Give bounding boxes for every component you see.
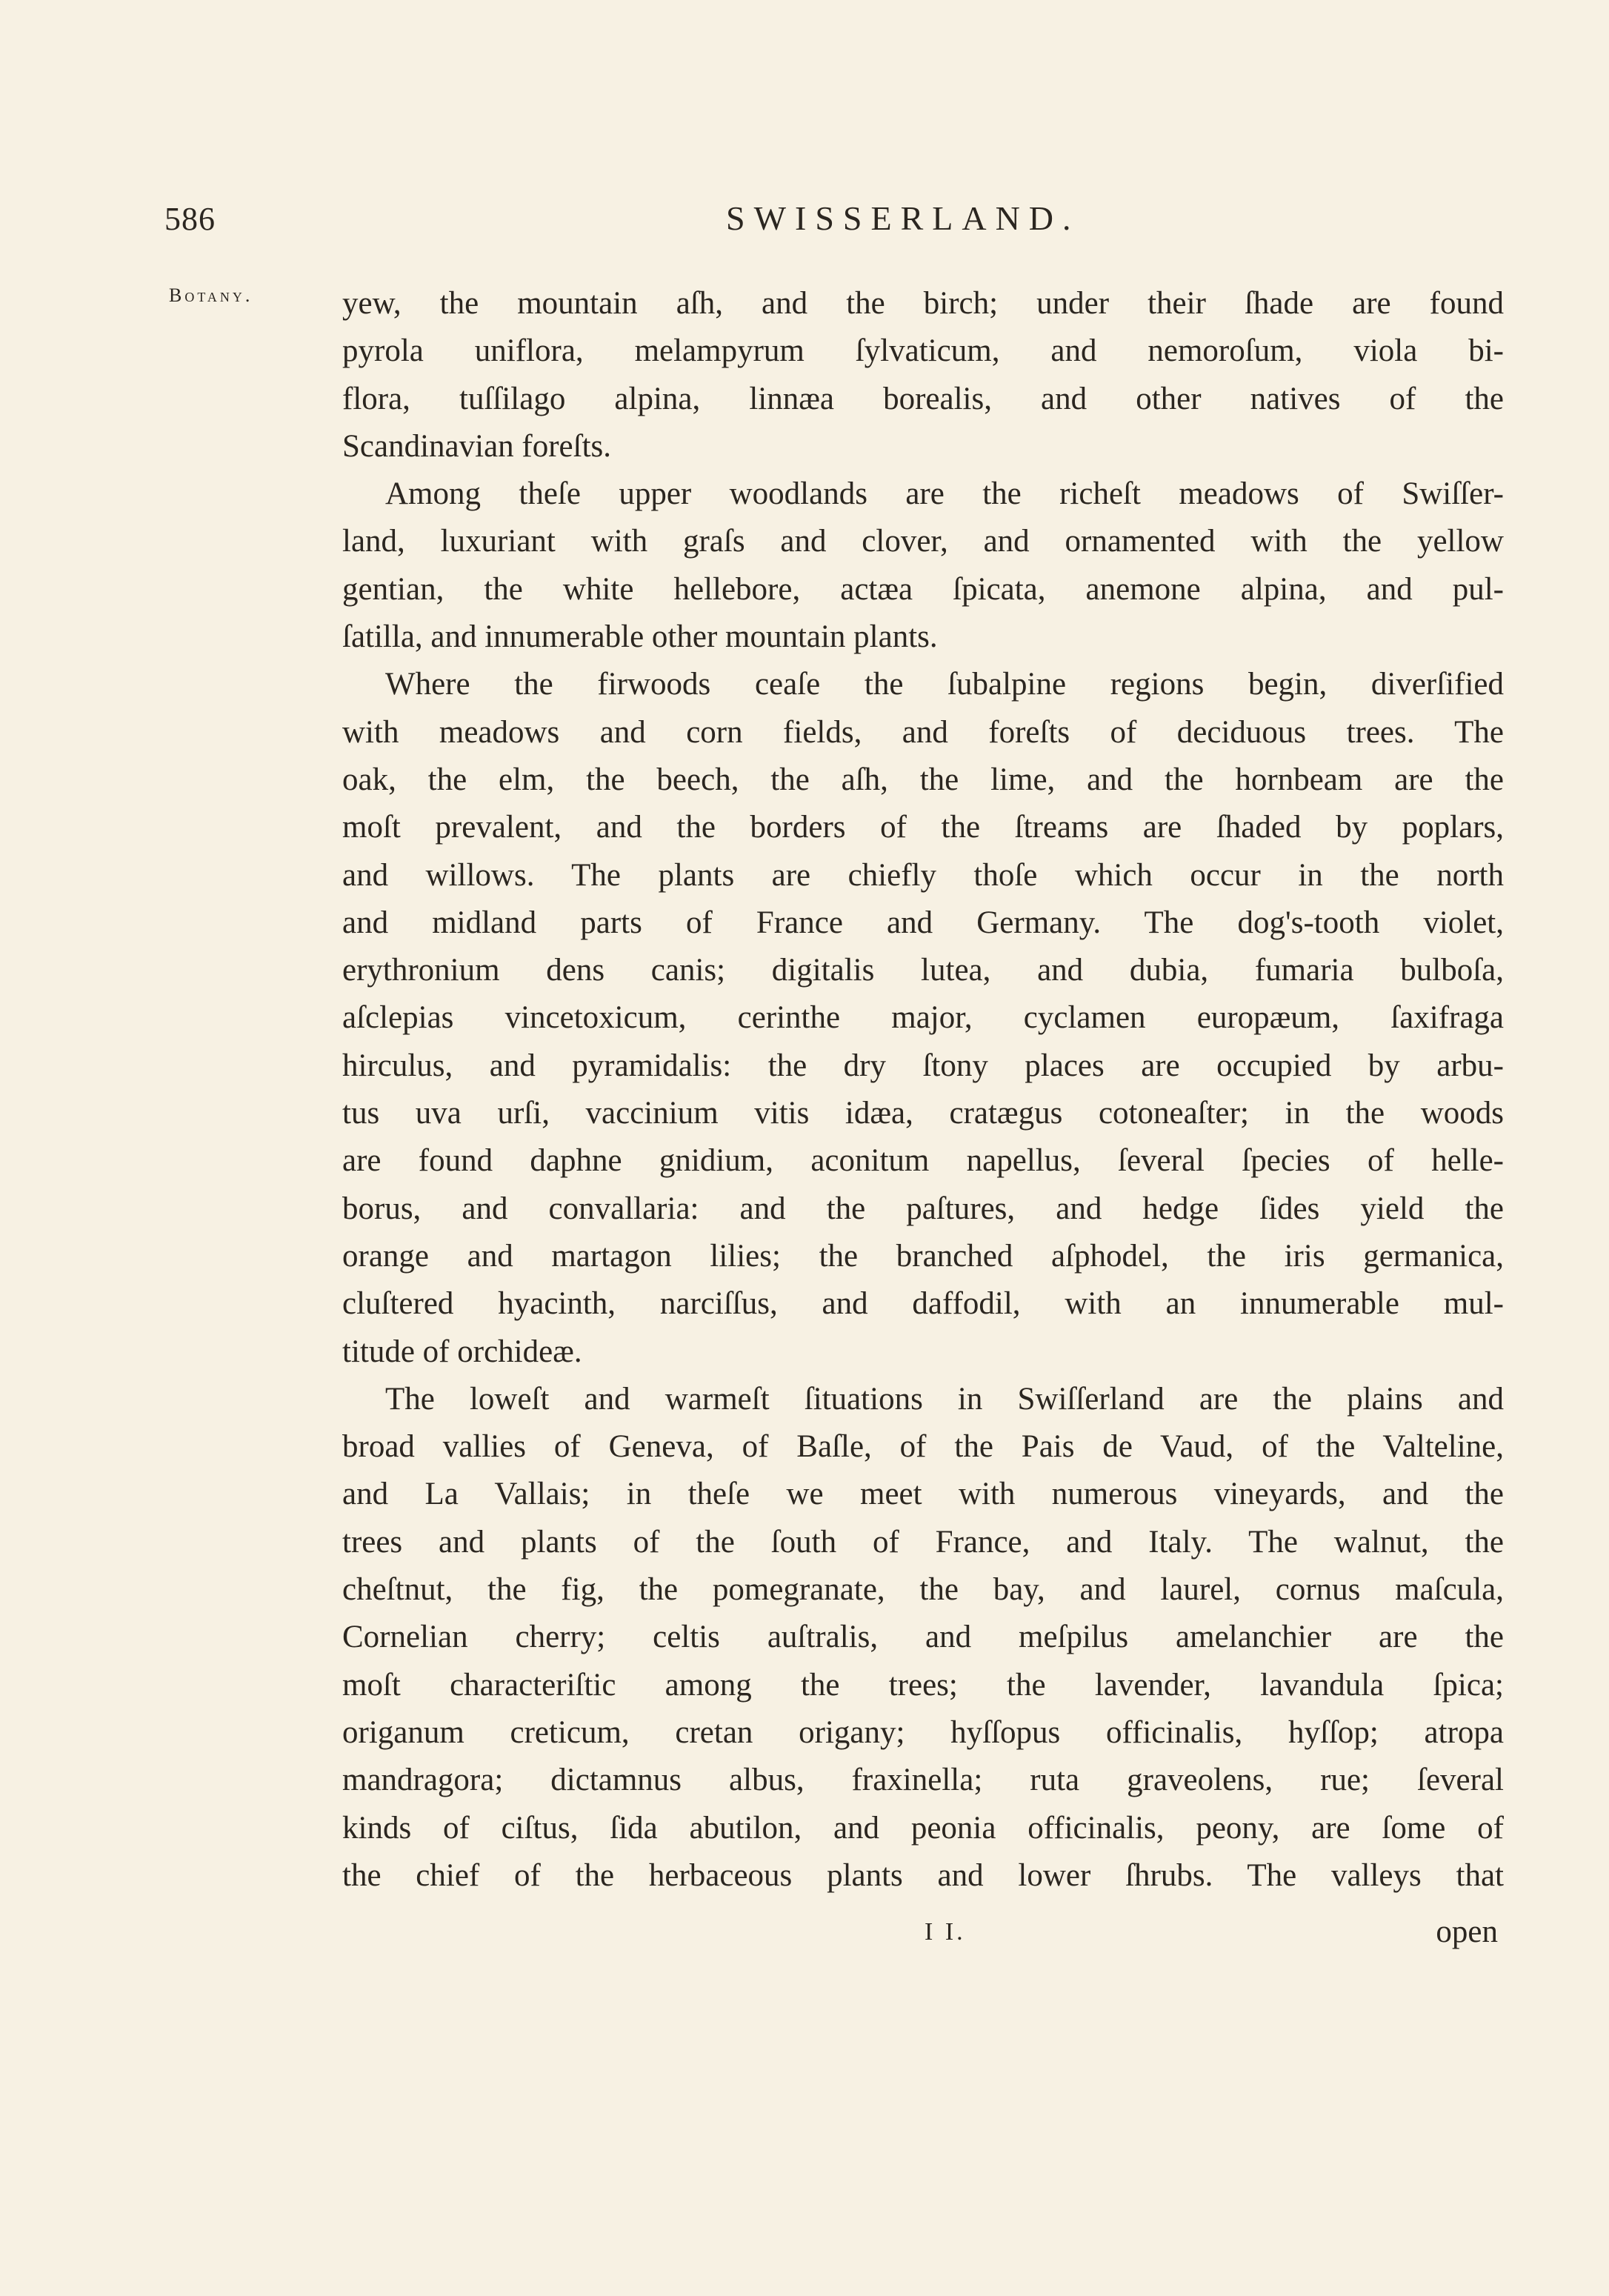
text-line: Where the firwoods ceaſe the ſubalpine regions begin, diverſified <box>385 667 1504 702</box>
text-line: pyrola uniflora, melampyrum ſylvaticum, and nemoroſum, viola bi- <box>342 333 1504 369</box>
text-line: with meadows and corn fields, and foreſts of deciduous trees. The <box>342 714 1504 750</box>
text-line: tus uva urſi, vaccinium vitis idæa, cratægus cotoneaſter; in the woods <box>342 1096 1504 1131</box>
text-line: flora, tuſſilago alpina, linnæa borealis, and other natives of the <box>342 381 1504 416</box>
text-line: moſt characteriſtic among the trees; the lavender, lavandula ſpica; <box>342 1667 1504 1703</box>
text-line: the chief of the herbaceous plants and lower ſhrubs. The valleys that <box>342 1857 1504 1893</box>
text-line: origanum creticum, cretan origany; hyſſopus officinalis, hyſſop; atropa <box>342 1714 1504 1750</box>
text-line: and willows. The plants are chiefly thoſe which occur in the north <box>342 857 1504 893</box>
text-line: and La Vallais; in theſe we meet with numerous vineyards, and the <box>342 1477 1504 1512</box>
text-line: are found daphne gnidium, aconitum napellus, ſeveral ſpecies of helle- <box>342 1143 1504 1179</box>
page-footer <box>342 1909 1504 1956</box>
signature-mark: I I. <box>925 1918 966 1946</box>
text-line: trees and plants of the ſouth of France, and Italy. The walnut, the <box>342 1524 1504 1560</box>
catchword: open <box>1436 1914 1498 1949</box>
text-line: borus, and convallaria: and the paſtures, and hedge ſides yield the <box>342 1191 1504 1226</box>
text-line: titude of orchideæ. <box>342 1334 582 1369</box>
text-line: Cornelian cherry; celtis auſtralis, and meſpilus amelanchier are the <box>342 1620 1504 1655</box>
text-line: ſatilla, and innumerable other mountain plants. <box>342 619 938 655</box>
text-line: gentian, the white hellebore, actæa ſpicata, anemone alpina, and pul- <box>342 571 1504 607</box>
running-title: SWISSERLAND. <box>726 199 1080 237</box>
text-line: erythronium dens canis; digitalis lutea, and dubia, fumaria bulboſa, <box>342 953 1504 988</box>
text-line: orange and martagon lilies; the branched aſphodel, the iris germanica, <box>342 1238 1504 1274</box>
text-line: Scandinavian foreſts. <box>342 428 612 464</box>
text-line: The loweſt and warmeſt ſituations in Swiſſerland are the plains and <box>385 1381 1504 1417</box>
text-line: cluſtered hyacinth, narciſſus, and daffodil, with an innumerable mul- <box>342 1286 1504 1322</box>
text-line: Among theſe upper woodlands are the richeſt meadows of Swiſſer- <box>385 476 1504 512</box>
text-line: mandragora; dictamnus albus, fraxinella; ruta graveolens, rue; ſeveral <box>342 1763 1504 1798</box>
margin-note: Botany. <box>169 284 253 306</box>
text-line: yew, the mountain aſh, and the birch; under their ſhade are found <box>342 286 1504 321</box>
text-line: cheſtnut, the fig, the pomegranate, the bay, and laurel, cornus maſcula, <box>342 1572 1504 1608</box>
text-line: land, luxuriant with graſs and clover, and ornamented with the yellow <box>342 524 1504 559</box>
text-line: oak, the elm, the beech, the aſh, the lime, and the hornbeam are the <box>342 762 1504 797</box>
text-line: hirculus, and pyramidalis: the dry ſtony places are occupied by arbu- <box>342 1048 1504 1083</box>
text-line: moſt prevalent, and the borders of the ſtreams are ſhaded by poplars, <box>342 810 1504 845</box>
text-line: aſclepias vincetoxicum, cerinthe major, cyclamen europæum, ſaxifraga <box>342 1000 1504 1036</box>
text-line: broad vallies of Geneva, of Baſle, of the Pais de Vaud, of the Valteline, <box>342 1429 1504 1465</box>
body-text <box>342 280 1504 1900</box>
text-line: kinds of ciſtus, ſida abutilon, and peonia officinalis, peony, are ſome of <box>342 1810 1504 1846</box>
text-line: and midland parts of France and Germany. The dog's-tooth violet, <box>342 905 1504 940</box>
page-number: 586 <box>164 201 216 237</box>
